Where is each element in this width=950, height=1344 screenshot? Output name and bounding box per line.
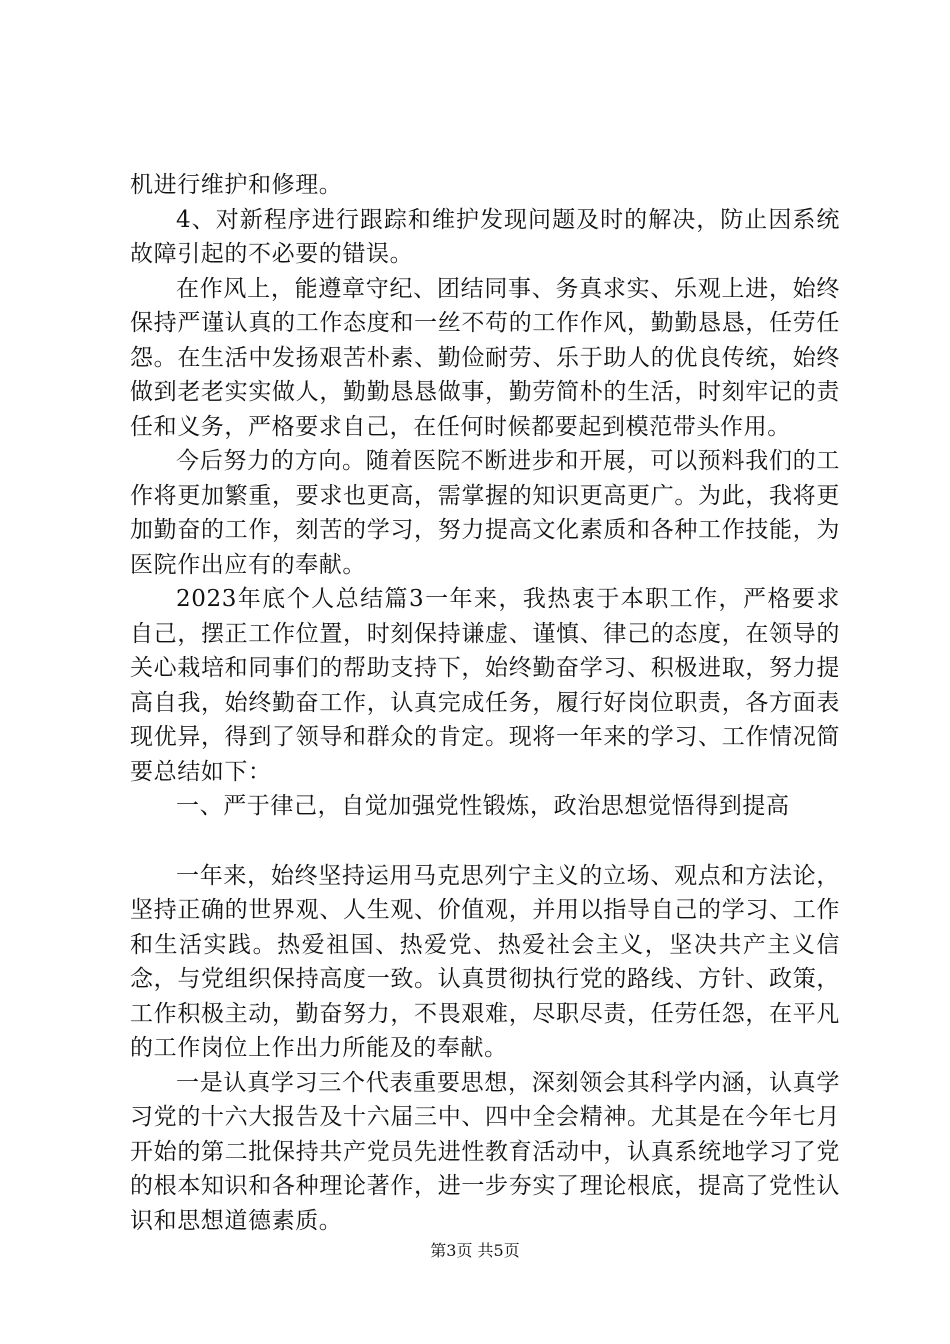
paragraph-study-theory: 一是认真学习三个代表重要思想，深刻领会其科学内涵，认真学习党的十六大报告及十六届三中、四中全会精神。尤其是在今年七月开始的第二批保持共产党员先进性教育活动中，认真系统地学习了党的根本知识和各种理论著作，进一步夯实了理论根底，提高了党性认识和思想道德素质。 <box>130 1069 840 1234</box>
paragraph-summary-intro: 2023年底个人总结篇3一年来，我热衷于本职工作，严格要求自己，摆正工作位置，时刻保持谦虚、谨慎、律己的态度，在领导的关心栽培和同事们的帮助支持下，始终勤奋学习、积极进取，努力提高自我，始终勤奋工作，认真完成任务，履行好岗位职责，各方面表现优异，得到了领导和群众的肯定。现将一年来的学习、工作情况简要总结如下： <box>130 586 840 785</box>
paragraph-item-4: 4、对新程序进行跟踪和维护发现问题及时的解决，防止因系统故障引起的不必要的错误。 <box>130 206 840 267</box>
section-heading-1: 一、严于律己，自觉加强党性锻炼，政治思想觉悟得到提高 <box>176 793 790 819</box>
document-body <box>130 168 840 1238</box>
paragraph-political-thought: 一年来，始终坚持运用马克思列宁主义的立场、观点和方法论，坚持正确的世界观、人生观、价值观，并用以指导自己的学习、工作和生活实践。热爱祖国、热爱党、热爱社会主义，坚决共产主义信念，与党组织保持高度一致。认真贯彻执行党的路线、方针、政策，工作积极主动，勤奋努力，不畏艰难，尽职尽责，任劳任怨，在平凡的工作岗位上作出力所能及的奉献。 <box>130 862 840 1061</box>
paragraph-work-style: 在作风上，能遵章守纪、团结同事、务真求实、乐观上进，始终保持严谨认真的工作态度和一丝不苟的工作作风，勤勤恳恳，任劳任怨。在生活中发扬艰苦朴素、勤俭耐劳、乐于助人的优良传统，始终做到老老实实做人，勤勤恳恳做事，勤劳简朴的生活，时刻牢记的责任和义务，严格要求自己，在任何时候都要起到模范带头作用。 <box>130 275 840 440</box>
page-footer <box>0 1241 950 1261</box>
paragraph-future-direction: 今后努力的方向。随着医院不断进步和开展，可以预料我们的工作将更加繁重，要求也更高，需掌握的知识更高更广。为此，我将更加勤奋的工作，刻苦的学习，努力提高文化素质和各种工作技能，为医院作出应有的奉献。 <box>130 448 840 578</box>
page-number: 第3页 共5页 <box>430 1241 520 1260</box>
paragraph-continuation: 机进行维护和修理。 <box>130 172 343 198</box>
